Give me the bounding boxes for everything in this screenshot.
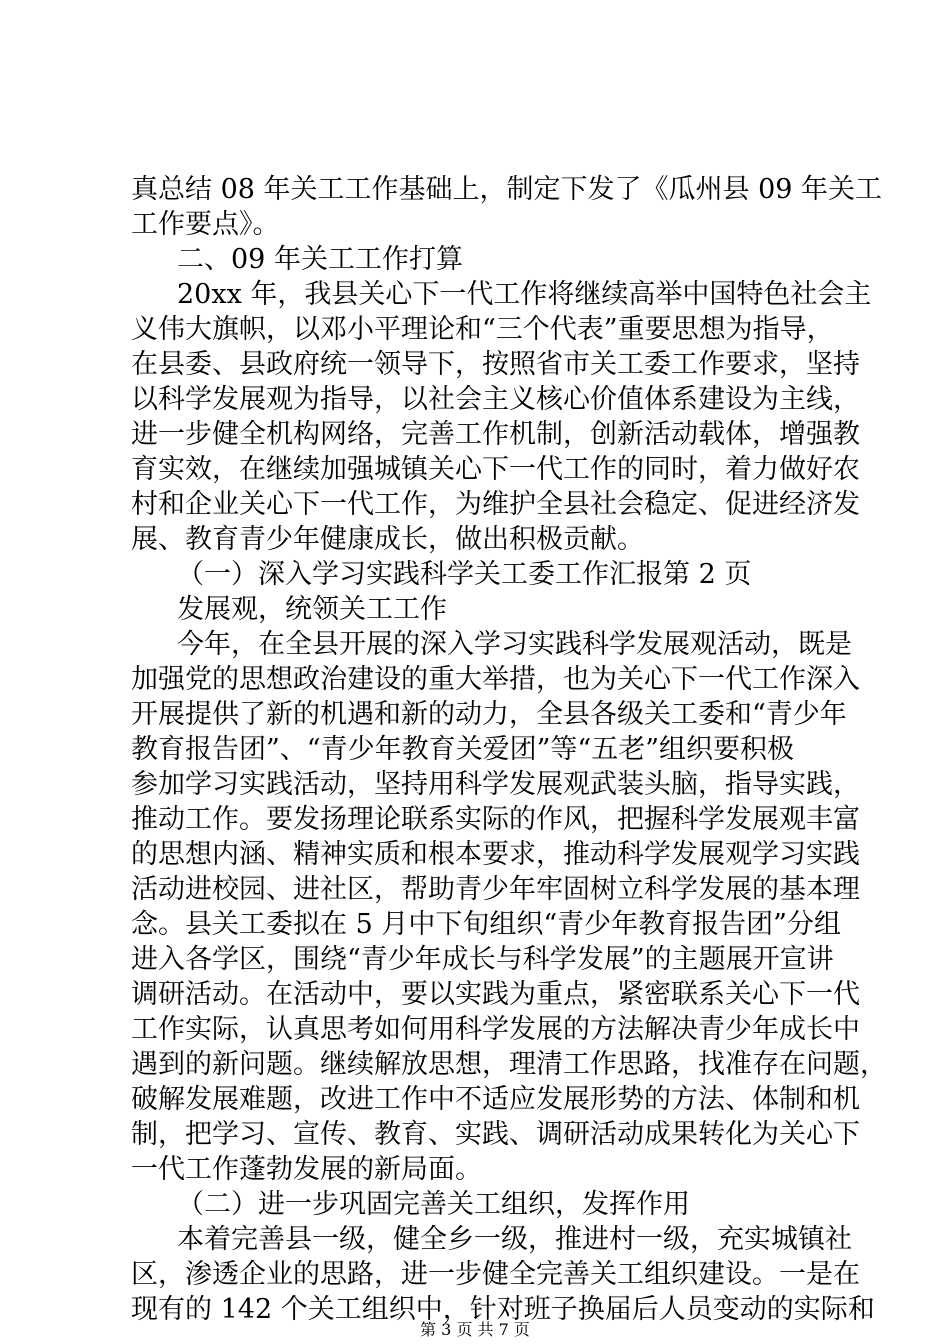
text-line: 今年，在全县开展的深入学习实践科学发展观活动，既是 — [177, 629, 852, 660]
text-line: 调研活动。在活动中，要以实践为重点，紧密联系关心下一代 — [131, 979, 860, 1010]
text-line: 念。县关工委拟在 5 月中下旬组织“青少年教育报告团”分组 — [131, 909, 841, 940]
text-line: 工作要点》。 — [131, 209, 280, 240]
text-line: 推动工作。要发扬理论联系实际的作风，把握科学发展观丰富 — [131, 804, 860, 835]
text-line: 工作实际，认真思考如何用科学发展的方法解决青少年成长中 — [131, 1014, 860, 1045]
text-line: 的思想内涵、精神实质和根本要求，推动科学发展观学习实践 — [131, 839, 860, 870]
text-line: 活动进校园、进社区，帮助青少年牢固树立科学发展的基本理 — [131, 874, 860, 905]
text-line: 义伟大旗帜，以邓小平理论和“三个代表”重要思想为指导， — [131, 314, 834, 345]
text-line: 加强党的思想政治建设的重大举措，也为关心下一代工作深入 — [131, 664, 860, 695]
section-heading: 二、09 年关工工作打算 — [177, 244, 463, 275]
subsection-heading: （二）进一步巩固完善关工组织，发挥作用 — [177, 1189, 690, 1220]
text-line: 参加学习实践活动，坚持用科学发展观武装头脑，指导实践， — [131, 769, 860, 800]
text-line: 展、教育青少年健康成长，做出积极贡献。 — [131, 524, 644, 555]
text-line: 遇到的新问题。继续解放思想，理清工作思路，找准存在问题， — [131, 1049, 887, 1080]
text-line: 一代工作蓬勃发展的新局面。 — [131, 1154, 482, 1185]
text-line: 村和企业关心下一代工作，为维护全县社会稳定、促进经济发 — [131, 489, 860, 520]
text-line: 育实效，在继续加强城镇关心下一代工作的同时，着力做好农 — [131, 454, 860, 485]
text-line: 破解发展难题，改进工作中不适应发展形势的方法、体制和机 — [131, 1084, 860, 1115]
text-line: 真总结 08 年关工工作基础上，制定下发了《瓜州县 09 年关工 — [131, 174, 883, 205]
subsection-heading-continued: 发展观，统领关工工作 — [177, 594, 447, 625]
subsection-heading: （一）深入学习实践科学关工委工作汇报第 2 页 — [177, 559, 752, 590]
text-line: 进一步健全机构网络，完善工作机制，创新活动载体，增强教 — [131, 419, 860, 450]
text-line: 教育报告团”、“青少年教育关爱团”等“五老”组织要积极 — [131, 734, 795, 765]
text-line: 区，渗透企业的思路，进一步健全完善关工组织建设。一是在 — [131, 1259, 860, 1290]
page-number-footer: 第 3 页 共 7 页 — [420, 1320, 530, 1339]
text-line: 开展提供了新的机遇和新的动力，全县各级关工委和“青少年 — [131, 699, 847, 730]
text-line: 在县委、县政府统一领导下，按照省市关工委工作要求，坚持 — [131, 349, 860, 380]
text-line: 20xx 年，我县关心下一代工作将继续高举中国特色社会主 — [177, 279, 872, 310]
text-line: 现有的 142 个关工组织中，针对班子换届后人员变动的实际和 — [131, 1294, 875, 1325]
text-line: 进入各学区，围绕“青少年成长与科学发展”的主题展开宣讲 — [131, 944, 834, 975]
text-line: 以科学发展观为指导，以社会主义核心价值体系建设为主线， — [131, 384, 860, 415]
text-line: 制，把学习、宣传、教育、实践、调研活动成果转化为关心下 — [131, 1119, 860, 1150]
text-line: 本着完善县一级，健全乡一级，推进村一级，充实城镇社 — [177, 1224, 852, 1255]
